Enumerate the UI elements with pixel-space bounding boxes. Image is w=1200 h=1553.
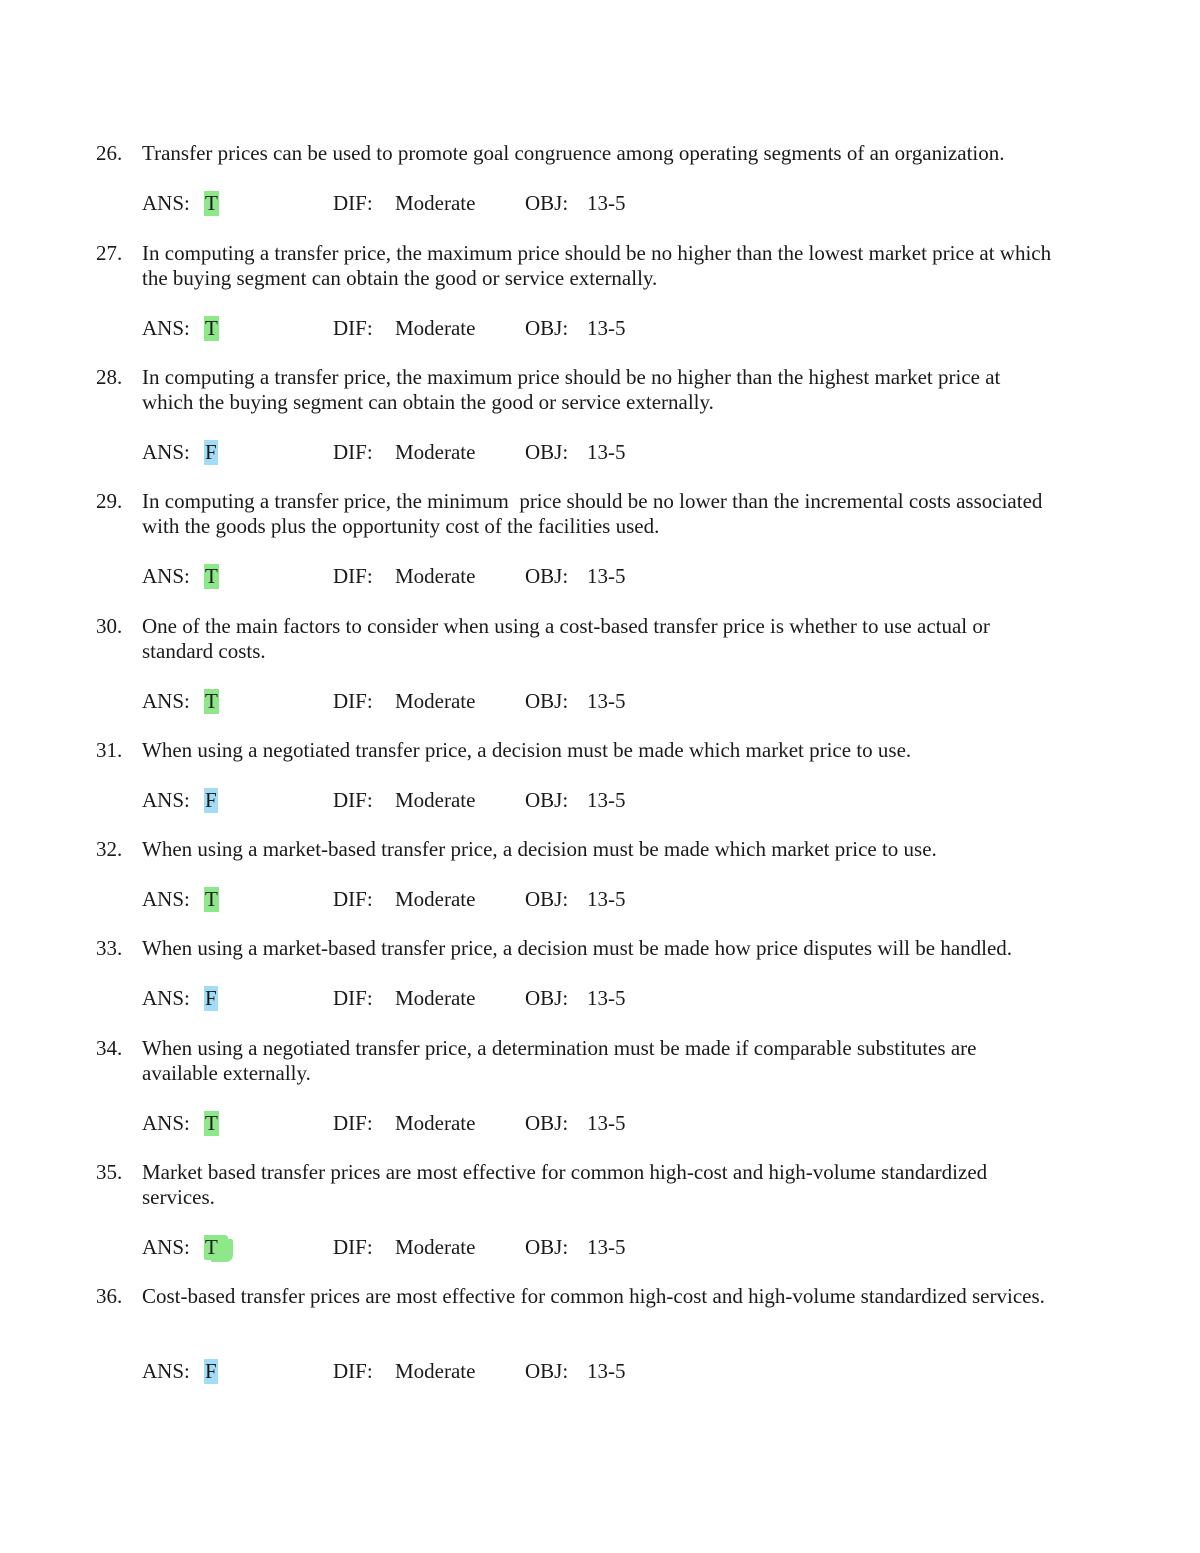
question-number: 28. xyxy=(96,365,123,389)
answer-row xyxy=(142,1111,842,1136)
objective-value: 13-5 xyxy=(587,316,626,340)
ans-label: ANS: xyxy=(142,788,190,812)
objective-value: 13-5 xyxy=(587,887,626,911)
obj-label: OBJ: xyxy=(525,887,569,911)
difficulty-value: Moderate xyxy=(395,887,476,911)
question-number: 36. xyxy=(96,1284,123,1308)
difficulty-value: Moderate xyxy=(395,1359,476,1383)
question-text: Market based transfer prices are most effective for common high-cost and high-volume standardized services. xyxy=(142,1160,988,1209)
question-35 xyxy=(96,1160,1056,1259)
question-text-row xyxy=(96,141,1056,166)
dif-label: DIF: xyxy=(333,1359,373,1383)
objective-value: 13-5 xyxy=(587,564,626,588)
dif-label: DIF: xyxy=(333,788,373,812)
ans-label: ANS: xyxy=(142,316,190,340)
answer-row xyxy=(142,986,842,1011)
question-text-row xyxy=(96,489,1056,539)
ans-label: ANS: xyxy=(142,1235,190,1259)
question-text-row xyxy=(96,1160,1056,1210)
difficulty-value: Moderate xyxy=(395,689,476,713)
answer-value-highlight: T xyxy=(204,1235,228,1260)
answer-value-highlight: T xyxy=(205,1111,218,1135)
question-text-row xyxy=(96,365,1056,415)
difficulty-value: Moderate xyxy=(395,440,476,464)
question-text-row xyxy=(96,614,1056,664)
question-29 xyxy=(96,489,1056,588)
answer-row xyxy=(142,788,842,813)
answer-value-highlight: T xyxy=(205,564,218,588)
ans-label: ANS: xyxy=(142,191,190,215)
answer-row xyxy=(142,316,842,341)
dif-label: DIF: xyxy=(333,986,373,1010)
ans-label: ANS: xyxy=(142,564,190,588)
question-text: In computing a transfer price, the maximum price should be no higher than the lowest market price at which the buying segment can obtain the good or service externally. xyxy=(142,241,1052,290)
answer-value-highlight: T xyxy=(205,316,218,340)
dif-label: DIF: xyxy=(333,1111,373,1135)
difficulty-value: Moderate xyxy=(395,564,476,588)
difficulty-value: Moderate xyxy=(395,316,476,340)
answer-row xyxy=(142,689,842,714)
question-text: In computing a transfer price, the maximum price should be no higher than the highest market price at which the buying segment can obtain the good or service externally. xyxy=(142,365,1001,414)
ans-label: ANS: xyxy=(142,689,190,713)
question-text: One of the main factors to consider when using a cost-based transfer price is whether to use actual or standard costs. xyxy=(142,614,990,663)
objective-value: 13-5 xyxy=(587,986,626,1010)
answer-row xyxy=(142,1359,842,1384)
obj-label: OBJ: xyxy=(525,788,569,812)
answer-value-highlight: F xyxy=(205,1359,217,1383)
question-27 xyxy=(96,241,1056,340)
question-text: Transfer prices can be used to promote goal congruence among operating segments of an organization. xyxy=(142,141,1005,165)
question-number: 33. xyxy=(96,936,123,960)
obj-label: OBJ: xyxy=(525,191,569,215)
difficulty-value: Moderate xyxy=(395,788,476,812)
question-number: 32. xyxy=(96,837,123,861)
objective-value: 13-5 xyxy=(587,788,626,812)
question-text-row xyxy=(96,241,1056,291)
ans-label: ANS: xyxy=(142,440,190,464)
question-text: When using a market-based transfer price, a decision must be made how price disputes will be handled. xyxy=(142,936,1013,960)
answer-value-highlight: F xyxy=(205,440,217,464)
difficulty-value: Moderate xyxy=(395,986,476,1010)
answer-row xyxy=(142,564,842,589)
question-text-row xyxy=(96,837,1056,862)
question-text: When using a negotiated transfer price, a determination must be made if comparable substitutes are available externally. xyxy=(142,1036,977,1085)
difficulty-value: Moderate xyxy=(395,191,476,215)
answer-row xyxy=(142,191,842,216)
question-number: 30. xyxy=(96,614,123,638)
question-31 xyxy=(96,738,1056,812)
dif-label: DIF: xyxy=(333,564,373,588)
dif-label: DIF: xyxy=(333,689,373,713)
obj-label: OBJ: xyxy=(525,986,569,1010)
obj-label: OBJ: xyxy=(525,440,569,464)
question-34 xyxy=(96,1036,1056,1135)
answer-row xyxy=(142,440,842,465)
obj-label: OBJ: xyxy=(525,316,569,340)
question-number: 26. xyxy=(96,141,123,165)
objective-value: 13-5 xyxy=(587,1359,626,1383)
question-text: Cost-based transfer prices are most effective for common high-cost and high-volume standardized services. xyxy=(142,1284,1045,1308)
answer-row xyxy=(142,887,842,912)
ans-label: ANS: xyxy=(142,986,190,1010)
objective-value: 13-5 xyxy=(587,440,626,464)
answer-value-highlight: T xyxy=(205,191,218,215)
difficulty-value: Moderate xyxy=(395,1235,476,1259)
ans-label: ANS: xyxy=(142,1111,190,1135)
question-text: When using a negotiated transfer price, a decision must be made which market price to use. xyxy=(142,738,912,762)
objective-value: 13-5 xyxy=(587,191,626,215)
obj-label: OBJ: xyxy=(525,689,569,713)
question-26 xyxy=(96,141,1056,215)
question-33 xyxy=(96,936,1056,1010)
dif-label: DIF: xyxy=(333,440,373,464)
question-text: In computing a transfer price, the minimum price should be no lower than the incremental costs associated with the goods plus the opportunity cost of the facilities used. xyxy=(142,489,1048,538)
objective-value: 13-5 xyxy=(587,1235,626,1259)
question-text: When using a market-based transfer price, a decision must be made which market price to use. xyxy=(142,837,937,861)
question-text-row xyxy=(96,936,1056,961)
question-36 xyxy=(96,1284,1056,1383)
question-text-row xyxy=(96,1036,1056,1086)
dif-label: DIF: xyxy=(333,887,373,911)
question-text-row xyxy=(96,738,1056,763)
difficulty-value: Moderate xyxy=(395,1111,476,1135)
question-number: 35. xyxy=(96,1160,123,1184)
question-number: 27. xyxy=(96,241,123,265)
ans-label: ANS: xyxy=(142,887,190,911)
answer-value-highlight: T xyxy=(205,887,218,911)
answer-value-highlight: T xyxy=(205,689,218,713)
objective-value: 13-5 xyxy=(587,689,626,713)
question-28 xyxy=(96,365,1056,464)
question-number: 29. xyxy=(96,489,123,513)
obj-label: OBJ: xyxy=(525,564,569,588)
answer-value-highlight: F xyxy=(205,788,217,812)
dif-label: DIF: xyxy=(333,191,373,215)
question-30 xyxy=(96,614,1056,713)
answer-row xyxy=(142,1235,842,1260)
dif-label: DIF: xyxy=(333,1235,373,1259)
obj-label: OBJ: xyxy=(525,1235,569,1259)
ans-label: ANS: xyxy=(142,1359,190,1383)
question-number: 31. xyxy=(96,738,123,762)
question-number: 34. xyxy=(96,1036,123,1060)
question-32 xyxy=(96,837,1056,911)
answer-value-highlight: F xyxy=(205,986,217,1010)
obj-label: OBJ: xyxy=(525,1111,569,1135)
obj-label: OBJ: xyxy=(525,1359,569,1383)
dif-label: DIF: xyxy=(333,316,373,340)
objective-value: 13-5 xyxy=(587,1111,626,1135)
question-text-row xyxy=(96,1284,1056,1309)
